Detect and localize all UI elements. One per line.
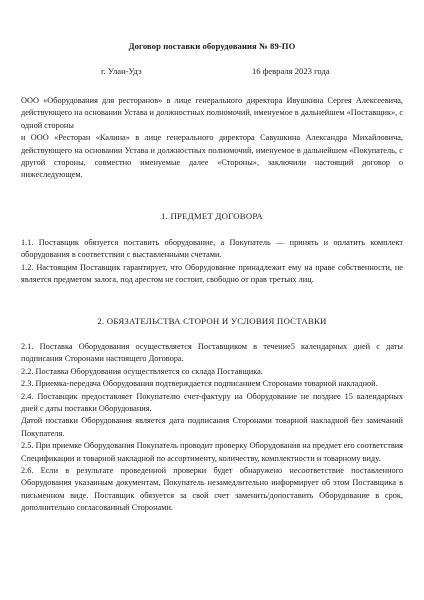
clause-paragraph: 2.4. Поставщик предоставляет Покупателю счет-фактуру на Оборудование не позднее 15 календарных дней с даты поставки Оборудования. xyxy=(21,391,403,414)
document-date: 16 февраля 2023 года xyxy=(252,66,330,76)
clause-paragraph: 2.2. Поставка Оборудования осуществляется со склада Поставщика. xyxy=(21,366,263,376)
clause-paragraph: Датой поставки Оборудования является дата подписания Сторонами товарной накладной без замечаний Покупателя. xyxy=(21,416,403,438)
intro-paragraph: и ООО «Ресторан «Калина» в лице генерального директора Савушкина Александра Михайловича, действующего на основании Устава и должностных полномочий, именуемое в дальнейшем «Покупатель, с другой стороны, совместно именуемые далее «Стороны», заключили настоящий договор о нижеследующем. xyxy=(21,133,403,180)
intro-paragraph: ООО «Оборудования для ресторанов» в лице генерального директора Ивушкина Сергея Алексеевича, действующего на основании Устава и должностных полномочий, именуемое в дальнейшем «Поставщик», с одной стороны xyxy=(21,96,403,130)
document-title: Договор поставки оборудования № 89-ПО xyxy=(128,41,296,51)
section-1-body xyxy=(21,237,403,287)
section-2-body xyxy=(21,341,403,515)
section-2-heading: 2. ОБЯЗАТЕЛЬСТВА СТОРОН И УСЛОВИЯ ПОСТАВКИ xyxy=(97,316,327,326)
clause-paragraph: 2.6. Если в результате проведенной проверки будет обнаружено несоответствие поставленного Оборудования указанным документам, Покупатель незамедлительно информирует об этом Поставщика в письменном виде. Поставщик обязуется за свой счет заменить/допоставить Оборудование в срок, дополнительно согласованный Сторонами. xyxy=(21,466,403,513)
intro-block xyxy=(21,95,403,182)
clause-paragraph: 1.2. Настоящим Поставщик гарантирует, что Оборудование принадлежит ему на праве собственности, не является предметом залога, под арестом не состоит, свободно от прав третьих лиц. xyxy=(21,262,403,285)
clause-paragraph: 2.1. Поставка Оборудования осуществляется Поставщиком в течение5 календарных дней с даты подписания Сторонами настоящего Договора. xyxy=(21,342,403,364)
clause-paragraph: 2.3. Приемка-передача Оборудования подтверждается подписанием Сторонами товарной накладной. xyxy=(21,379,378,389)
section-1-heading: 1. ПРЕДМЕТ ДОГОВОРА xyxy=(161,211,263,221)
clause-paragraph: 1.1. Поставщик обязуется поставить оборудование, а Покупатель — принять и оплатить комплект оборудования в соответствии с выставленными счетами. xyxy=(21,238,403,260)
clause-paragraph: 2.5. При приемке Оборудования Покупатель проводит проверку Оборудования на предмет его соответствия Спецификации и товарной накладной по ассортименту, количеству, комплектности и товарному виду. xyxy=(21,441,403,463)
document-city: г. Улан-Удэ xyxy=(101,66,142,76)
